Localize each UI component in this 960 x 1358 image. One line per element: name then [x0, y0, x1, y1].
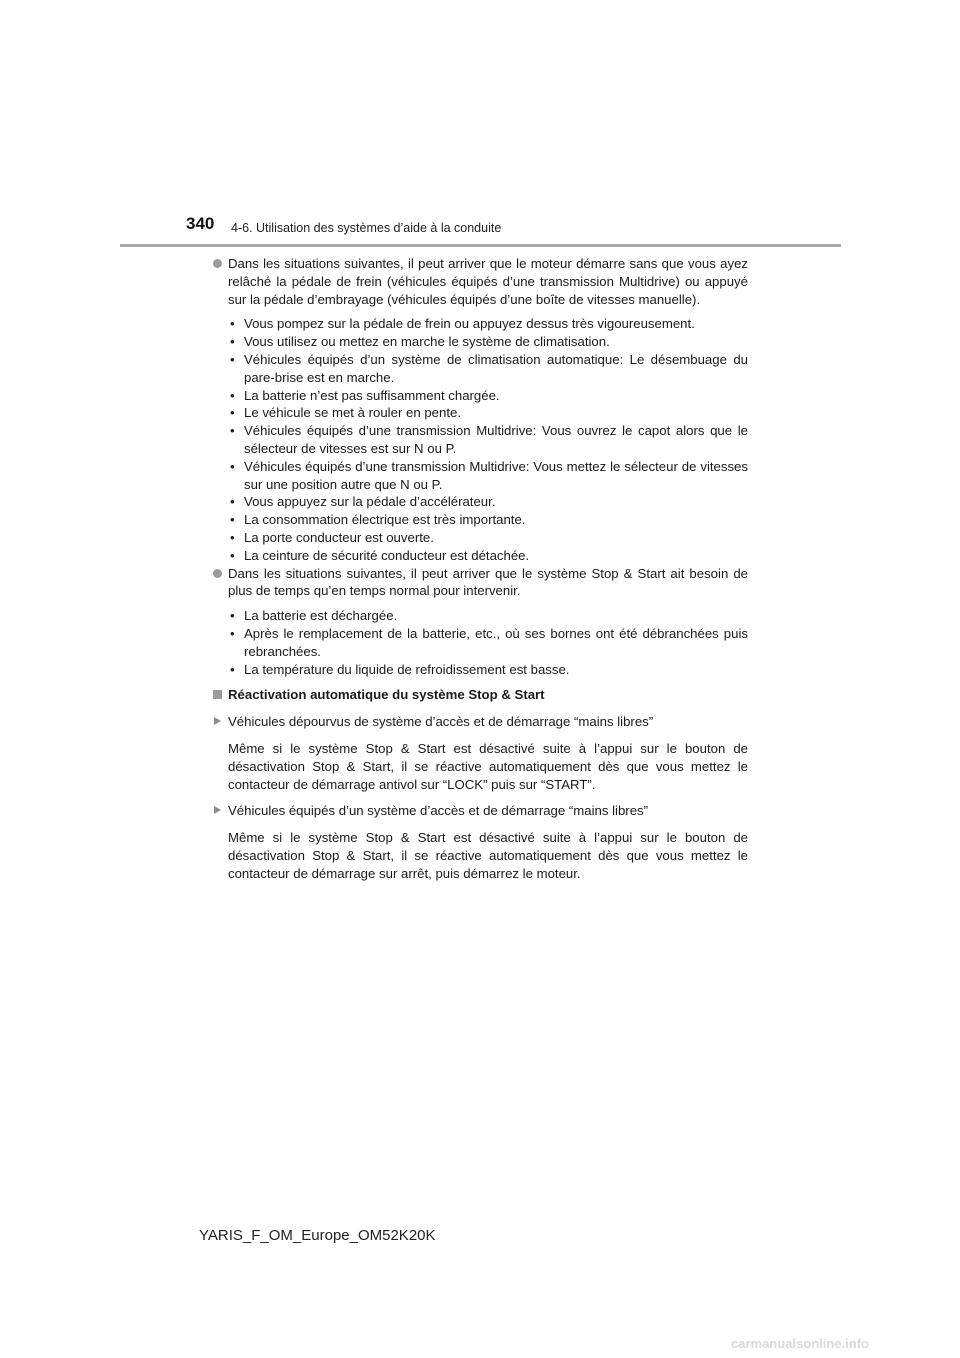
dot-bullet-icon: •	[230, 512, 235, 528]
triangle-arrow-icon	[214, 806, 221, 814]
condition-item	[228, 511, 748, 529]
square-bullet-icon	[213, 690, 222, 699]
bullet-paragraph	[212, 565, 748, 601]
condition-item	[228, 315, 748, 333]
dot-bullet-icon: •	[230, 529, 235, 545]
condition-item-text: La ceinture de sécurité conducteur est détachée.	[244, 547, 530, 563]
condition-item	[228, 547, 748, 565]
dot-bullet-icon: •	[230, 625, 235, 641]
condition-item	[228, 493, 748, 511]
condition-item-text: Le véhicule se met à rouler en pente.	[244, 405, 461, 421]
dot-bullet-icon: •	[230, 334, 235, 350]
dot-bullet-icon: •	[230, 387, 235, 403]
condition-item	[228, 422, 748, 458]
condition-text: Véhicules dépourvus de système d’accès et de démarrage “mains libres”	[228, 714, 654, 730]
section-heading	[212, 686, 748, 704]
condition-item-text: Véhicules équipés d’un système de climatisation automatique: Le désembuage du pare-brise est en marche.	[244, 351, 748, 385]
dot-bullet-icon: •	[230, 494, 235, 510]
body-paragraph: Même si le système Stop & Start est désactivé suite à l’appui sur le bouton de désactivation Stop & Start, il se réactive automatiquement dès que vous mettez le contacteur de démarrage sur arrêt, puis démarrez le moteur.	[228, 830, 748, 881]
document-code: YARIS_F_OM_Europe_OM52K20K	[199, 1227, 436, 1244]
condition-item-text: Vous pompez sur la pédale de frein ou appuyez dessus très vigoureusement.	[244, 316, 695, 332]
bullet-paragraph	[212, 255, 748, 308]
condition-item-text: Vous utilisez ou mettez en marche le système de climatisation.	[244, 334, 610, 350]
condition-item	[228, 333, 748, 351]
condition-item-text: La consommation électrique est très importante.	[244, 512, 526, 528]
page-content	[212, 255, 748, 883]
condition-item	[228, 661, 748, 679]
condition-item-text: La batterie est déchargée.	[244, 608, 398, 624]
circle-bullet-icon	[213, 569, 222, 578]
condition-item-text: Après le remplacement de la batterie, etc., où ses bornes ont été débranchées puis rebranchées.	[244, 625, 748, 659]
condition-text: Véhicules équipés d’un système d’accès et de démarrage “mains libres”	[228, 803, 649, 819]
condition-item-text: La température du liquide de refroidissement est basse.	[244, 661, 570, 677]
condition-item	[228, 351, 748, 387]
page-number: 340	[186, 214, 215, 233]
condition-item-text: Vous appuyez sur la pédale d’accélérateur.	[244, 494, 496, 510]
condition-label	[212, 802, 748, 820]
condition-list	[228, 607, 748, 678]
condition-item-text: Véhicules équipés d’une transmission Multidrive: Vous ouvrez le capot alors que le sélecteur de vitesses est sur N ou P.	[244, 423, 748, 456]
condition-item-text: La batterie n’est pas suffisamment chargée.	[244, 387, 500, 403]
header-rule	[120, 244, 841, 247]
circle-bullet-icon	[213, 259, 222, 268]
condition-item-text: Véhicules équipés d’une transmission Multidrive: Vous mettez le sélecteur de vitesses sur une position autre que N ou P.	[244, 458, 748, 492]
condition-item	[228, 529, 748, 547]
body-paragraph: Même si le système Stop & Start est désactivé suite à l’appui sur le bouton de désactivation Stop & Start, il se réactive automatiquement dès que vous mettez le contacteur de démarrage antivol sur “LOCK” puis sur “START”.	[228, 740, 748, 792]
watermark-text: carmanualsonline.info	[731, 1336, 869, 1351]
dot-bullet-icon: •	[230, 458, 235, 474]
condition-item	[228, 387, 748, 405]
dot-bullet-icon: •	[230, 405, 235, 421]
condition-label	[212, 713, 748, 731]
dot-bullet-icon: •	[230, 608, 235, 624]
dot-bullet-icon: •	[230, 661, 235, 677]
triangle-arrow-icon	[214, 717, 221, 725]
bullet-text: Dans les situations suivantes, il peut arriver que le système Stop & Start ait besoin de plus de temps qu’en temps normal pour intervenir.	[228, 565, 748, 599]
condition-item	[228, 625, 748, 661]
section-title: 4-6. Utilisation des systèmes d’aide à la conduite	[231, 221, 502, 235]
dot-bullet-icon: •	[230, 423, 235, 439]
bullet-text: Dans les situations suivantes, il peut arriver que le moteur démarre sans que vous ayez relâché la pédale de frein (véhicules équipés d’une transmission Multidrive) ou appuyé sur la pédale d’embrayage (véhicules équipés d’une boîte de vitesses manuelle).	[228, 256, 748, 307]
condition-item	[228, 404, 748, 422]
condition-item	[228, 458, 748, 494]
dot-bullet-icon: •	[230, 316, 235, 332]
condition-list	[228, 315, 748, 564]
condition-item	[228, 607, 748, 625]
heading-text: Réactivation automatique du système Stop & Start	[228, 687, 545, 703]
dot-bullet-icon: •	[230, 351, 235, 367]
condition-item-text: La porte conducteur est ouverte.	[244, 529, 434, 545]
dot-bullet-icon: •	[230, 547, 235, 563]
